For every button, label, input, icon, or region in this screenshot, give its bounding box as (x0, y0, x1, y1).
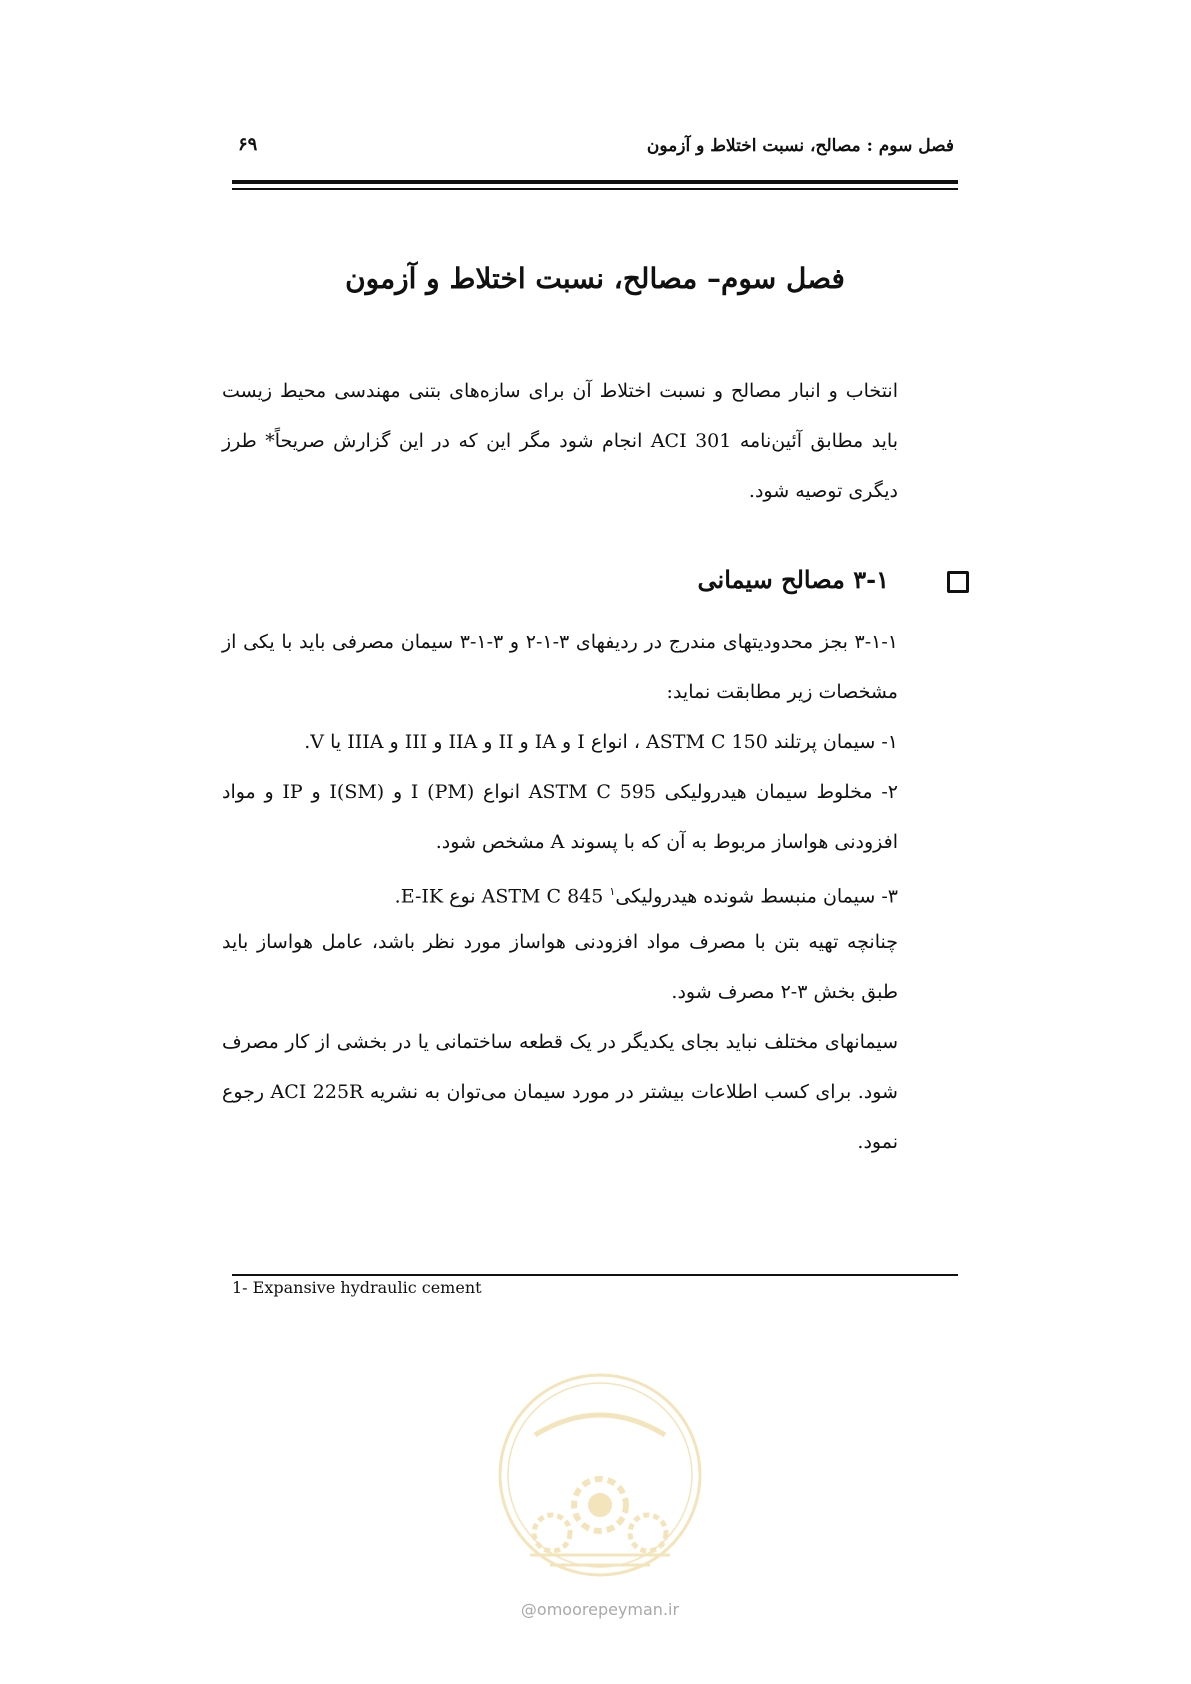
list-item: ۲- مخلوط سیمان هیدرولیکی ASTM C 595 انواع I (PM) و I(SM) و IP و مواد افزودنی هواساز مربوط به آن که با پسوند A مشخص شود. (222, 781, 898, 853)
header-rule-thin (232, 188, 958, 190)
page-number: ۶۹ (238, 134, 258, 155)
section-heading (469, 565, 969, 605)
air-entrainment-paragraph: چنانچه تهیه بتن با مصرف مواد افزودنی هواساز مورد نظر باشد، عامل هواساز باید طبق بخش ۳-۲ مصرف شود. (222, 931, 898, 1003)
watermark-logo (490, 1365, 710, 1595)
running-header-title: فصل سوم : مصالح، نسبت اختلاط و آزمون (646, 136, 954, 156)
cement-mixing-paragraph: سیمانهای مختلف نباید بجای یکدیگر در یک قطعه ساختمانی یا در بخشی از کار مصرف شود. برای کسب اطلاعات بیشتر در مورد سیمان می‌توان به نشریه ACI 225R رجوع نمود. (222, 1031, 898, 1153)
chapter-title: فصل سوم– مصالح، نسبت اختلاط و آزمون (345, 262, 845, 295)
footnote-reference: ۱ (609, 885, 616, 898)
list-item-tail: ASTM C 845 نوع E-IK. (394, 885, 610, 908)
clause-paragraph: ۳-۱-۱ بجز محدودیتهای مندرج در ردیفهای ۳-۱-۲ و ۳-۱-۳ سیمان مصرفی باید با یکی از مشخصات زیر مطابقت نماید: (222, 631, 898, 703)
list-item-text: ۳- سیمان منبسط شونده هیدرولیکی (615, 885, 898, 908)
list-item (222, 867, 898, 921)
watermark-seal-icon (490, 1365, 710, 1595)
checkbox-square-icon (947, 571, 969, 593)
list-item: ۱- سیمان پرتلند ASTM C 150 ، انواع I و IA و II و IIA و III و IIIA یا V. (304, 731, 898, 753)
intro-paragraph: انتخاب و انبار مصالح و نسبت اختلاط آن برای سازه‌های بتنی مهندسی محیط زیست باید مطابق آئین‌نامه ACI 301 انجام شود مگر این که در این گزارش صریحاً* طرز دیگری توصیه شود. (222, 380, 898, 502)
running-header (232, 130, 958, 164)
footnote-rule (232, 1274, 958, 1276)
header-rule (232, 180, 958, 184)
watermark-url: @omoorepeyman.ir (520, 1600, 680, 1619)
section-heading-text: ۳-۱ مصالح سیمانی (697, 565, 889, 594)
footnote: 1- Expansive hydraulic cement (232, 1278, 482, 1297)
